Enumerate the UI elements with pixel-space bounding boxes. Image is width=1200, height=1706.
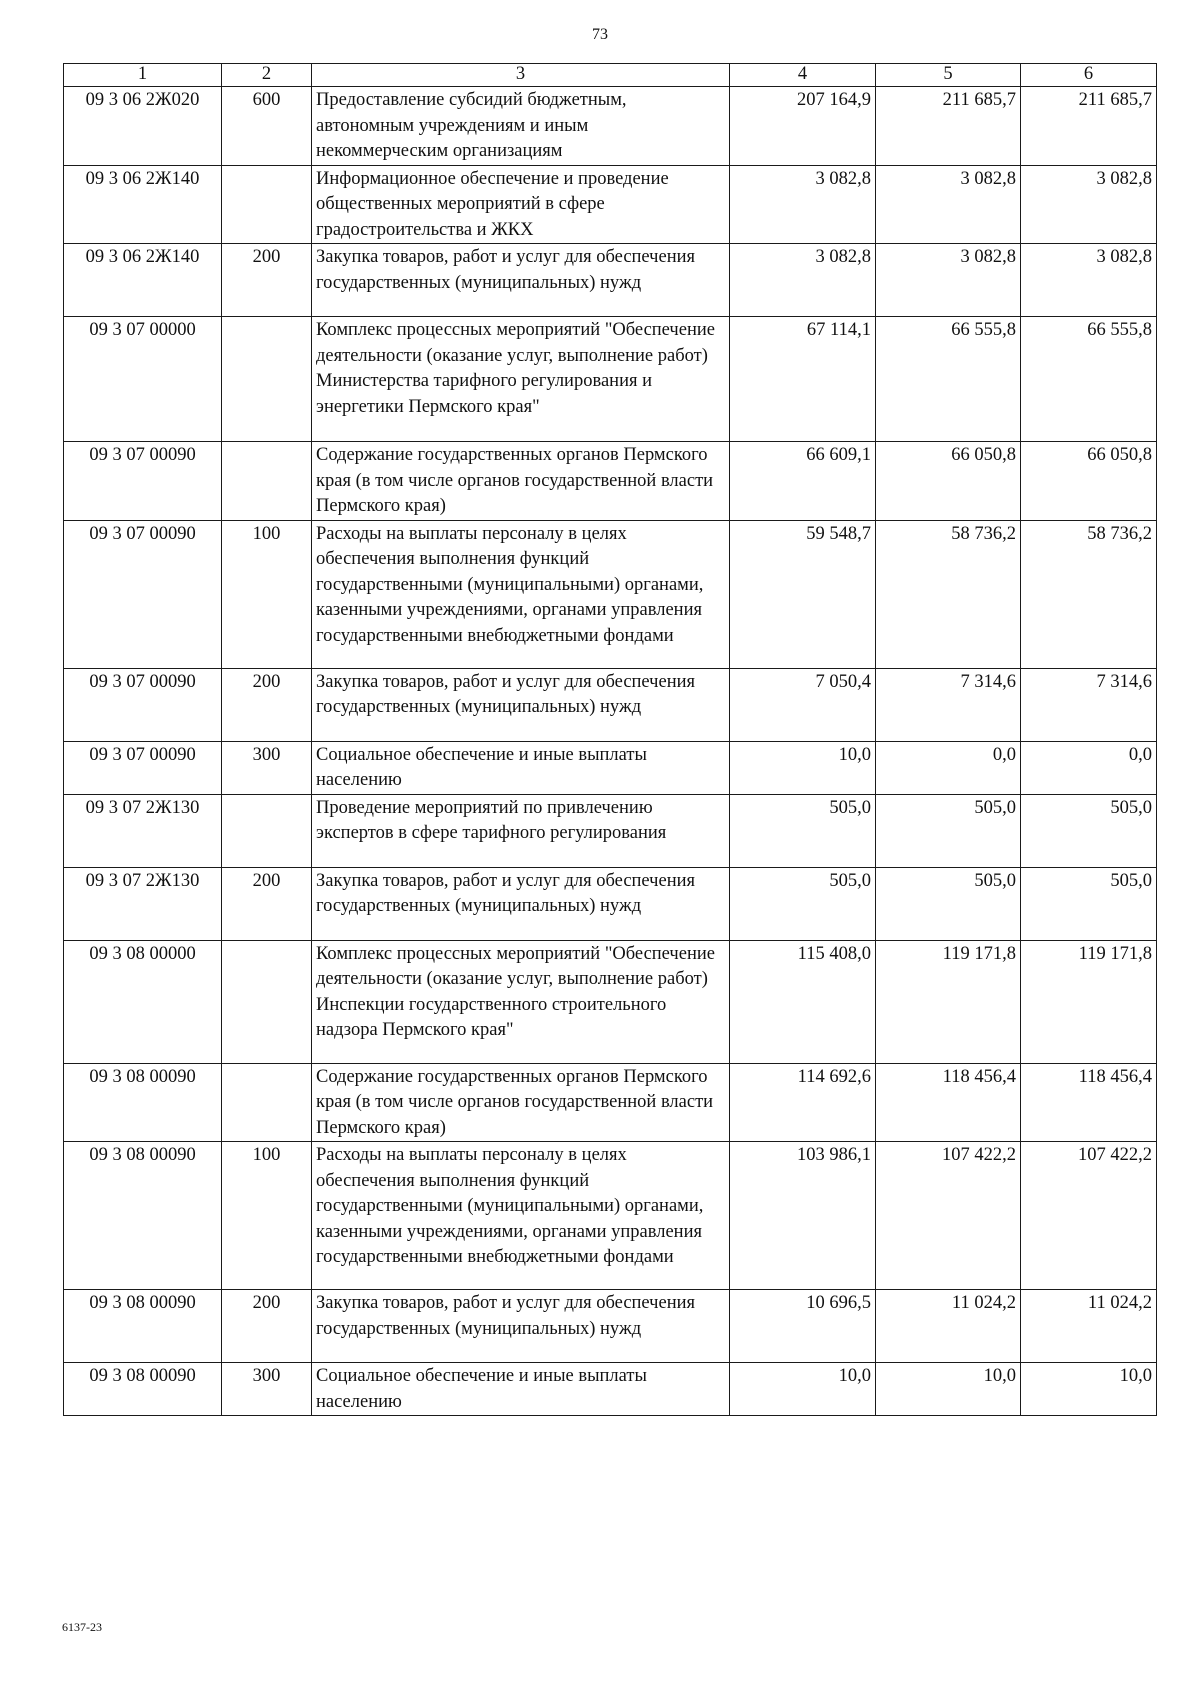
cell-amount-1: 207 164,9	[730, 87, 876, 166]
page-number: 73	[592, 26, 608, 43]
cell-target-code: 09 3 07 2Ж130	[64, 794, 222, 867]
cell-amount-1: 10,0	[730, 741, 876, 794]
cell-expense-type	[222, 165, 312, 244]
cell-amount-1: 3 082,8	[730, 165, 876, 244]
table-row	[64, 1290, 1157, 1363]
budget-table	[63, 63, 1157, 1416]
cell-expense-type: 100	[222, 520, 312, 668]
cell-expense-type: 200	[222, 244, 312, 317]
table-row	[64, 317, 1157, 442]
cell-amount-1: 59 548,7	[730, 520, 876, 668]
cell-amount-2: 118 456,4	[876, 1063, 1021, 1142]
cell-amount-3: 119 171,8	[1021, 940, 1157, 1063]
cell-expense-type: 100	[222, 1142, 312, 1290]
cell-target-code: 09 3 07 2Ж130	[64, 867, 222, 940]
table-row	[64, 520, 1157, 668]
table-row	[64, 668, 1157, 741]
cell-amount-3: 58 736,2	[1021, 520, 1157, 668]
cell-name: Закупка товаров, работ и услуг для обеспечения государственных (муниципальных) нужд	[312, 244, 730, 317]
cell-amount-1: 505,0	[730, 794, 876, 867]
cell-amount-3: 107 422,2	[1021, 1142, 1157, 1290]
cell-name: Закупка товаров, работ и услуг для обеспечения государственных (муниципальных) нужд	[312, 1290, 730, 1363]
cell-expense-type: 300	[222, 741, 312, 794]
cell-name: Содержание государственных органов Пермского края (в том числе органов государственной власти Пермского края)	[312, 1063, 730, 1142]
table-header-row	[64, 64, 1157, 87]
cell-amount-2: 107 422,2	[876, 1142, 1021, 1290]
cell-expense-type	[222, 794, 312, 867]
cell-amount-3: 10,0	[1021, 1363, 1157, 1416]
document-footer-code: 6137-23	[62, 1620, 102, 1634]
cell-amount-2: 10,0	[876, 1363, 1021, 1416]
cell-name: Проведение мероприятий по привлечению экспертов в сфере тарифного регулирования	[312, 794, 730, 867]
table-row	[64, 244, 1157, 317]
cell-target-code: 09 3 06 2Ж140	[64, 165, 222, 244]
cell-target-code: 09 3 06 2Ж020	[64, 87, 222, 166]
cell-amount-1: 114 692,6	[730, 1063, 876, 1142]
column-header-expense-type: 2	[222, 64, 312, 87]
cell-name: Социальное обеспечение и иные выплаты населению	[312, 741, 730, 794]
cell-target-code: 09 3 07 00090	[64, 741, 222, 794]
table-row	[64, 442, 1157, 521]
column-header-name: 3	[312, 64, 730, 87]
table-row	[64, 1142, 1157, 1290]
cell-amount-3: 66 050,8	[1021, 442, 1157, 521]
table-row	[64, 940, 1157, 1063]
column-header-code: 1	[64, 64, 222, 87]
cell-amount-2: 119 171,8	[876, 940, 1021, 1063]
cell-amount-3: 11 024,2	[1021, 1290, 1157, 1363]
cell-amount-2: 66 555,8	[876, 317, 1021, 442]
cell-name: Содержание государственных органов Пермского края (в том числе органов государственной власти Пермского края)	[312, 442, 730, 521]
cell-amount-2: 505,0	[876, 794, 1021, 867]
cell-amount-2: 505,0	[876, 867, 1021, 940]
cell-name: Комплекс процессных мероприятий "Обеспечение деятельности (оказание услуг, выполнение работ) Инспекции государственного строительного надзора Пермского края"	[312, 940, 730, 1063]
cell-target-code: 09 3 07 00090	[64, 668, 222, 741]
cell-amount-2: 66 050,8	[876, 442, 1021, 521]
cell-target-code: 09 3 08 00090	[64, 1063, 222, 1142]
cell-expense-type: 300	[222, 1363, 312, 1416]
cell-amount-2: 3 082,8	[876, 244, 1021, 317]
cell-name: Расходы на выплаты персоналу в целях обеспечения выполнения функций государственными (муниципальными) органами, казенными учреждениями, органами управления государственными внебюджетными фондами	[312, 1142, 730, 1290]
cell-name: Предоставление субсидий бюджетным, автономным учреждениям и иным некоммерческим организациям	[312, 87, 730, 166]
cell-amount-1: 10 696,5	[730, 1290, 876, 1363]
cell-target-code: 09 3 08 00000	[64, 940, 222, 1063]
cell-expense-type: 200	[222, 867, 312, 940]
cell-amount-3: 3 082,8	[1021, 244, 1157, 317]
column-header-amount-3: 6	[1021, 64, 1157, 87]
cell-amount-3: 66 555,8	[1021, 317, 1157, 442]
cell-amount-2: 0,0	[876, 741, 1021, 794]
cell-amount-1: 67 114,1	[730, 317, 876, 442]
cell-expense-type	[222, 940, 312, 1063]
column-header-amount-1: 4	[730, 64, 876, 87]
cell-name: Информационное обеспечение и проведение общественных мероприятий в сфере градостроительства и ЖКХ	[312, 165, 730, 244]
cell-name: Закупка товаров, работ и услуг для обеспечения государственных (муниципальных) нужд	[312, 867, 730, 940]
cell-amount-2: 211 685,7	[876, 87, 1021, 166]
cell-amount-3: 505,0	[1021, 794, 1157, 867]
cell-name: Закупка товаров, работ и услуг для обеспечения государственных (муниципальных) нужд	[312, 668, 730, 741]
cell-name: Расходы на выплаты персоналу в целях обеспечения выполнения функций государственными (муниципальными) органами, казенными учреждениями, органами управления государственными внебюджетными фондами	[312, 520, 730, 668]
cell-target-code: 09 3 07 00090	[64, 520, 222, 668]
table-row	[64, 1063, 1157, 1142]
table-row	[64, 1363, 1157, 1416]
table-row	[64, 165, 1157, 244]
cell-expense-type: 200	[222, 1290, 312, 1363]
cell-amount-1: 7 050,4	[730, 668, 876, 741]
cell-amount-1: 103 986,1	[730, 1142, 876, 1290]
cell-expense-type: 600	[222, 87, 312, 166]
cell-expense-type	[222, 442, 312, 521]
cell-target-code: 09 3 08 00090	[64, 1142, 222, 1290]
cell-amount-3: 505,0	[1021, 867, 1157, 940]
column-header-amount-2: 5	[876, 64, 1021, 87]
cell-amount-3: 3 082,8	[1021, 165, 1157, 244]
cell-expense-type: 200	[222, 668, 312, 741]
cell-amount-2: 11 024,2	[876, 1290, 1021, 1363]
cell-amount-1: 3 082,8	[730, 244, 876, 317]
cell-target-code: 09 3 06 2Ж140	[64, 244, 222, 317]
cell-target-code: 09 3 07 00000	[64, 317, 222, 442]
table-body	[64, 87, 1157, 1416]
cell-amount-2: 3 082,8	[876, 165, 1021, 244]
cell-amount-2: 7 314,6	[876, 668, 1021, 741]
cell-amount-3: 118 456,4	[1021, 1063, 1157, 1142]
cell-target-code: 09 3 08 00090	[64, 1290, 222, 1363]
cell-name: Социальное обеспечение и иные выплаты населению	[312, 1363, 730, 1416]
cell-expense-type	[222, 1063, 312, 1142]
cell-target-code: 09 3 08 00090	[64, 1363, 222, 1416]
cell-amount-1: 10,0	[730, 1363, 876, 1416]
table-row	[64, 867, 1157, 940]
table-row	[64, 794, 1157, 867]
cell-amount-1: 66 609,1	[730, 442, 876, 521]
cell-amount-1: 505,0	[730, 867, 876, 940]
cell-amount-3: 211 685,7	[1021, 87, 1157, 166]
cell-expense-type	[222, 317, 312, 442]
table-row	[64, 87, 1157, 166]
cell-amount-3: 7 314,6	[1021, 668, 1157, 741]
table-row	[64, 741, 1157, 794]
cell-amount-2: 58 736,2	[876, 520, 1021, 668]
cell-amount-3: 0,0	[1021, 741, 1157, 794]
cell-amount-1: 115 408,0	[730, 940, 876, 1063]
cell-target-code: 09 3 07 00090	[64, 442, 222, 521]
cell-name: Комплекс процессных мероприятий "Обеспечение деятельности (оказание услуг, выполнение работ) Министерства тарифного регулирования и энергетики Пермского края"	[312, 317, 730, 442]
